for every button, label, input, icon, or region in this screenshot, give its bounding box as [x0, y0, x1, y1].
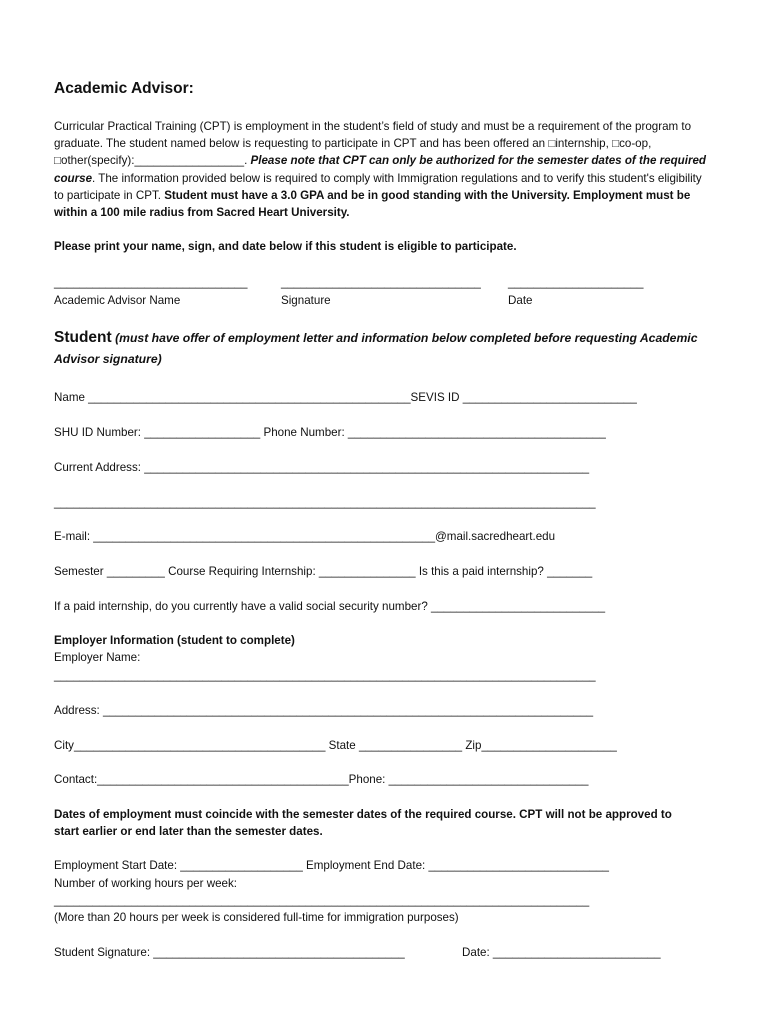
dates-notice-line-2: start earlier or end later than the semester dates. — [54, 825, 323, 838]
student-heading-note: (must have offer of employment letter and information below completed before requesting Academic Advisor signature) — [54, 331, 698, 366]
advisor-name-field[interactable]: ______________________________ — [54, 276, 248, 289]
paragraph-text-2: . The information provided below is required to comply with Immigration regulations and to verify this student's eligibility to participate in CPT. — [54, 171, 702, 202]
student-signature-field[interactable]: Student Signature: _______________________________________ — [54, 946, 405, 959]
current-address-line-2[interactable]: ____________________________________________________________________________________ — [54, 496, 596, 509]
advisor-signature-field[interactable]: _______________________________ — [281, 276, 481, 289]
advisor-name-label: Academic Advisor Name — [54, 294, 181, 307]
academic-advisor-heading: Academic Advisor: — [54, 80, 194, 97]
employer-address-field[interactable]: Address: ____________________________________________________________________________ — [54, 704, 594, 717]
employer-name-field[interactable]: ____________________________________________________________________________________ — [54, 669, 596, 682]
cpt-description-paragraph — [54, 118, 714, 221]
date-label: Date — [508, 294, 533, 307]
shu-id-phone-field[interactable]: SHU ID Number: __________________ Phone Number: ________________________________________ — [54, 426, 606, 439]
city-state-zip-field[interactable]: City_______________________________________ State ________________ Zip_____________________ — [54, 739, 617, 752]
employer-name-label: Employer Name: — [54, 651, 141, 664]
paragraph-requirement: Student must have a 3.0 GPA and be in good standing with the University. Employment must be within a 100 mile radius from Sacred Heart University. — [54, 188, 691, 220]
employment-dates-field[interactable]: Employment Start Date: ___________________ Employment End Date: ____________________________ — [54, 859, 609, 872]
ssn-question-field[interactable]: If a paid internship, do you currently have a valid social security number? ___________________________ — [54, 600, 606, 613]
hours-note: (More than 20 hours per week is considered full-time for immigration purposes) — [54, 911, 459, 924]
working-hours-field[interactable]: ___________________________________________________________________________________ — [54, 894, 590, 907]
working-hours-label: Number of working hours per week: — [54, 877, 238, 890]
advisor-date-field[interactable]: _____________________ — [508, 276, 644, 289]
advisor-instruction: Please print your name, sign, and date below if this student is eligible to participate. — [54, 240, 517, 253]
paragraph-text-1: Curricular Practical Training (CPT) is employment in the student’s field of study and must be a requirement of the program to graduate. The student named below is requesting to participate in CPT and has been offered an □internship, □co-op, □other(specify):_________________. — [54, 120, 692, 168]
student-heading — [54, 328, 714, 370]
current-address-field[interactable]: Current Address: _____________________________________________________________________ — [54, 461, 590, 474]
student-date-field[interactable]: Date: __________________________ — [462, 946, 661, 959]
student-heading-title: Student — [54, 329, 112, 346]
name-sevis-field[interactable]: Name __________________________________________________SEVIS ID ___________________________ — [54, 391, 637, 404]
employer-info-heading: Employer Information (student to complete) — [54, 634, 295, 647]
signature-label: Signature — [281, 294, 331, 307]
contact-phone-field[interactable]: Contact:_______________________________________Phone: _______________________________ — [54, 773, 589, 786]
email-field[interactable]: E-mail: _____________________________________________________@mail.sacredheart.edu — [54, 530, 556, 543]
dates-notice-line-1: Dates of employment must coincide with the semester dates of the required course. CPT will not be approved to — [54, 808, 672, 821]
paragraph-emphasis: Please note that CPT can only be authorized for the semester dates of the required course — [54, 154, 706, 185]
semester-course-paid-field[interactable]: Semester _________ Course Requiring Internship: _______________ Is this a paid internship? _______ — [54, 565, 593, 578]
